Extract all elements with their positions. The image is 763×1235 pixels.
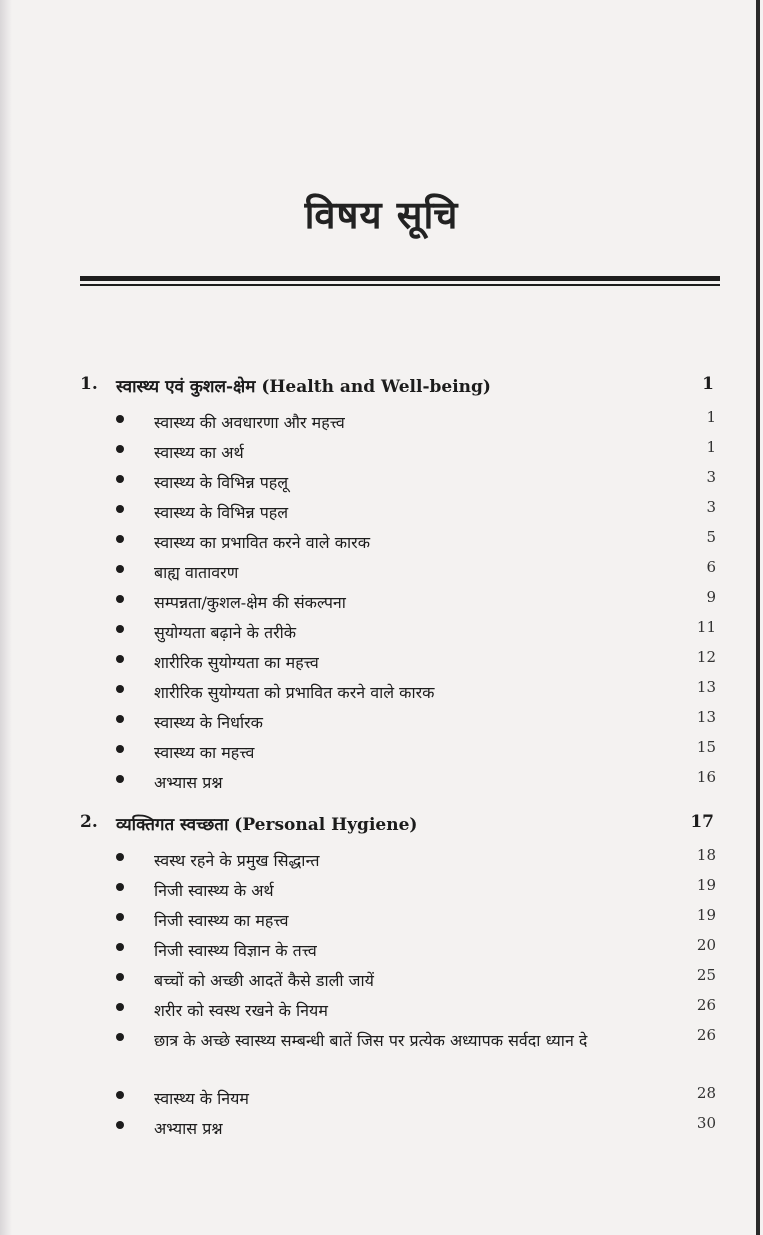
- toc-item-text: स्वस्थ रहने के प्रमुख सिद्धान्त: [154, 851, 320, 870]
- toc-item-text: सुयोग्यता बढ़ाने के तरीके: [154, 623, 297, 642]
- toc-item-text: स्वास्थ्य के विभिन्न पहल: [154, 503, 289, 522]
- toc-item-text: स्वास्थ्य के निर्धारक: [154, 713, 263, 732]
- toc-item-page: 16: [696, 768, 716, 786]
- toc-item-text: निजी स्वास्थ्य विज्ञान के तत्त्व: [154, 941, 317, 960]
- chapter-page-number: 17: [690, 812, 714, 832]
- toc-item-page: 15: [696, 738, 716, 756]
- toc-item-page: 30: [696, 1114, 716, 1132]
- toc-item-text: बाह्य वातावरण: [154, 563, 239, 582]
- title-rule-thin: [80, 284, 720, 286]
- toc-item-page: 13: [696, 678, 716, 696]
- bullet-icon: [116, 415, 124, 423]
- bullet-icon: [116, 1003, 124, 1011]
- toc-item-page: 1: [706, 408, 716, 426]
- toc-item-text: सम्पन्नता/कुशल-क्षेम की संकल्पना: [154, 593, 346, 612]
- toc-item-text: निजी स्वास्थ्य के अर्थ: [154, 881, 274, 900]
- toc-item-page: 12: [696, 648, 716, 666]
- bullet-icon: [116, 883, 124, 891]
- toc-item-text: शारीरिक सुयोग्यता का महत्त्व: [154, 653, 319, 672]
- toc-item-text: स्वास्थ्य के विभिन्न पहलू: [154, 473, 289, 492]
- page-edge-right: [756, 0, 760, 1235]
- title-rule-thick: [80, 276, 720, 281]
- bullet-icon: [116, 505, 124, 513]
- bullet-icon: [116, 1091, 124, 1099]
- bullet-icon: [116, 475, 124, 483]
- bullet-icon: [116, 913, 124, 921]
- bullet-icon: [116, 715, 124, 723]
- bullet-icon: [116, 565, 124, 573]
- bullet-icon: [116, 943, 124, 951]
- toc-item-text: अभ्यास प्रश्न: [154, 1119, 223, 1138]
- toc-item-page: 19: [696, 876, 716, 894]
- bullet-icon: [116, 973, 124, 981]
- toc-item-text: शरीर को स्वस्थ रखने के नियम: [154, 1001, 328, 1020]
- bullet-icon: [116, 1121, 124, 1129]
- bullet-icon: [116, 535, 124, 543]
- chapter-title: स्वास्थ्य एवं कुशल-क्षेम (Health and Well-being): [116, 377, 491, 397]
- bullet-icon: [116, 655, 124, 663]
- chapter-title: व्यक्तिगत स्वच्छता (Personal Hygiene): [116, 815, 418, 835]
- bullet-icon: [116, 625, 124, 633]
- toc-item-page: 3: [706, 468, 716, 486]
- bullet-icon: [116, 853, 124, 861]
- toc-item-page: 18: [696, 846, 716, 864]
- chapter-number: 1.: [80, 374, 98, 394]
- toc-item-page: 20: [696, 936, 716, 954]
- toc-item-text: स्वास्थ्य का प्रभावित करने वाले कारक: [154, 533, 371, 552]
- toc-item-text: स्वास्थ्य के नियम: [154, 1089, 249, 1108]
- chapter-number: 2.: [80, 812, 98, 832]
- bullet-icon: [116, 775, 124, 783]
- toc-item-page: 19: [696, 906, 716, 924]
- toc-item-text: बच्चों को अच्छी आदतें कैसे डाली जायें: [154, 971, 374, 990]
- page-edge-shadow: [0, 0, 12, 1235]
- toc-item-page: 5: [706, 528, 716, 546]
- bullet-icon: [116, 445, 124, 453]
- toc-item-text: शारीरिक सुयोग्यता को प्रभावित करने वाले कारक: [154, 683, 435, 702]
- toc-item-text: स्वास्थ्य की अवधारणा और महत्त्व: [154, 413, 345, 432]
- toc-item-page: 6: [706, 558, 716, 576]
- toc-item-page: 3: [706, 498, 716, 516]
- toc-item-text: स्वास्थ्य का अर्थ: [154, 443, 244, 462]
- toc-item-text: छात्र के अच्छे स्वास्थ्य सम्बन्धी बातें जिस पर प्रत्येक अध्यापक सर्वदा ध्यान दे: [154, 1031, 588, 1050]
- toc-item-text: निजी स्वास्थ्य का महत्त्व: [154, 911, 289, 930]
- toc-item-text: अभ्यास प्रश्न: [154, 773, 223, 792]
- toc-item-page: 1: [706, 438, 716, 456]
- bullet-icon: [116, 595, 124, 603]
- chapter-page-number: 1: [702, 374, 714, 394]
- toc-item-page: 9: [706, 588, 716, 606]
- bullet-icon: [116, 685, 124, 693]
- bullet-icon: [116, 1033, 124, 1041]
- toc-item-page: 26: [696, 1026, 716, 1044]
- chapter-1-heading[interactable]: [80, 370, 720, 400]
- toc-item-page: 25: [696, 966, 716, 984]
- chapter-2-heading[interactable]: [80, 808, 720, 838]
- bullet-icon: [116, 745, 124, 753]
- toc-item-page: 28: [696, 1084, 716, 1102]
- toc-item-page: 26: [696, 996, 716, 1014]
- toc-item-text: स्वास्थ्य का महत्त्व: [154, 743, 255, 762]
- page-title: विषय सूचि: [304, 193, 459, 237]
- toc-item-page: 11: [696, 618, 716, 636]
- toc-item-page: 13: [696, 708, 716, 726]
